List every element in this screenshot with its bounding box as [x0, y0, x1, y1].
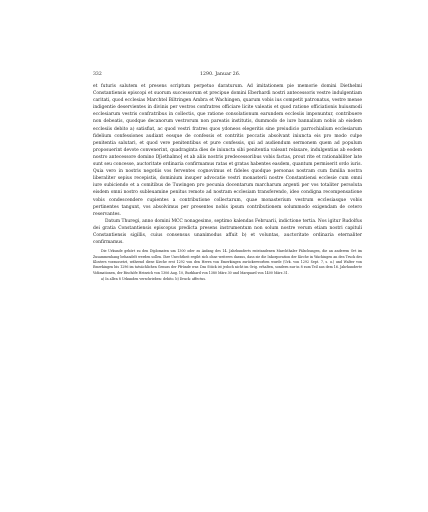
charter-text-paragraph-2: Datum Thuregi, anno domini MCC nonagesimo, septimo kalendas Februarii, indictione tertia. Nos igitur Rudolfus dei gratia Constantiensis episcopus predicta presens instrumentum non solum nostre verum etiam nostri capituli Constantiensis sigillis, cuius consensus unanimodus affuit b) et voluntas, auctoritate ordinaria eternaliter confirmamus.: [93, 218, 362, 246]
running-head-date: 1290. Januar 26.: [200, 72, 241, 77]
page-header: [93, 72, 362, 78]
footnotes: [93, 249, 362, 282]
commentary-note: Die Urkunde gehört zu den Diplomaten um 1300 oder zu Anfang des 14. Jahrhunderts entstandenen Marchthaler Fälschungen, die an anderem Ort im Zusammenhang behandelt werden sollen. Ihre Unechtheit ergibt sich ohne weiteres daraus, dass sie die Inkorporation der Kirche in Wachingen an den Truck des Klosters voraussetzt, während diese Kirche erst 1292 von den Herrn von Emerkingen zurückerworben wurde (Urk. von 1292 Sept. 7, s. u.) und Walter von Emerkingen bis 1296 im tatsächlichen Genuss der Pfründe war. Das Stück ist jedoch nicht im Orig. erhalten, sondern nur in 8 zum Teil aus dem 16. Jahrhunderte Vidimationen, der Bischöfe Heinrich von 1306 Aug. 10, Burkhard von 1380 März 30 und Marquard von 1400 März 31.: [93, 249, 362, 275]
textual-apparatus-note: a) In allen 8 Urkunden verschrieben: debito. b) Druck: affectus.: [101, 276, 207, 281]
charter-text-paragraph-1: et futuris salutem et presens scriptum perpetuo daraturum. Ad imitationem pie memorie domini Diethelmi Constantiensis episcopi et suorum successorum et precipue domini Eberhardi nostri antecessoris vestre indulgentiam caritati, quod ecclesias Marchtel Biltringen Ambra et Wachingen, quarum vobis ius competit patronatus, vestre mense indigentie deservientes in divinis per vestros confratres officiare licite valeatis et quod ratione officiationis huiusmodi ecclesiarum vestris confratribus in collectis, que ratione consolationum earundem ecclesiis imponuntur, contribuere non debeatis, quodque decanorum vestrorum non pareatis institutis, dummodo de iure bannalium nobis ab eisdem ecclesiis debito a) satisfiat, ac quod vestri fratres quos ydoneos elegeritis sine preiudicio parrochialium ecclesiarum fidelium confessiones audiant eosque de confessis et contritis peccatis absolvant iniuncta eis pro modo culpe penitentia salutari, et quod vere penitentibus et pure confessis, qui ad audiendum sermonem quem ad populum proposuerint devote convenerint, quadraginta dies de iniuncta sibi penitentia valeant relaxare, indulgentias ab eodem nostro antecessore domino D[iethalmo] et ab aliis nostris predecessoribus vobis factas, prout rite et rationabiliter late sunt seu concesse, auctoritate ordinaria confirmamus ratas et gratas habentes easdem, quantum permiserit ordo iuris. Quia vero in nostris negotiis vos ferventes cognovimus et fideles quodque personas nostram cum familia nostra liberaliter sepius recepistis, dominium insuper advocatie vestri monasterii nostre Constantiensi ecclesie cum omni iure subiciendo et a comitibus de Tuwingen pro pecunia docentarum marcharum argenti per vos totaliter persoluta eisdem omni nostro subleuamine penitus remoto ad nostram ecclesiam transferendo, ideo condigna recompensatione vobis condescendere cupientes a contributione collectarum, quae monasterium vestrum ecclesiasque vobis pertinentes tangunt, vos absolvimus per presentes nobis ipsum contributionem solummodo exigendam de cetero reservantes.: [93, 84, 362, 217]
page-number: 332: [93, 72, 102, 77]
